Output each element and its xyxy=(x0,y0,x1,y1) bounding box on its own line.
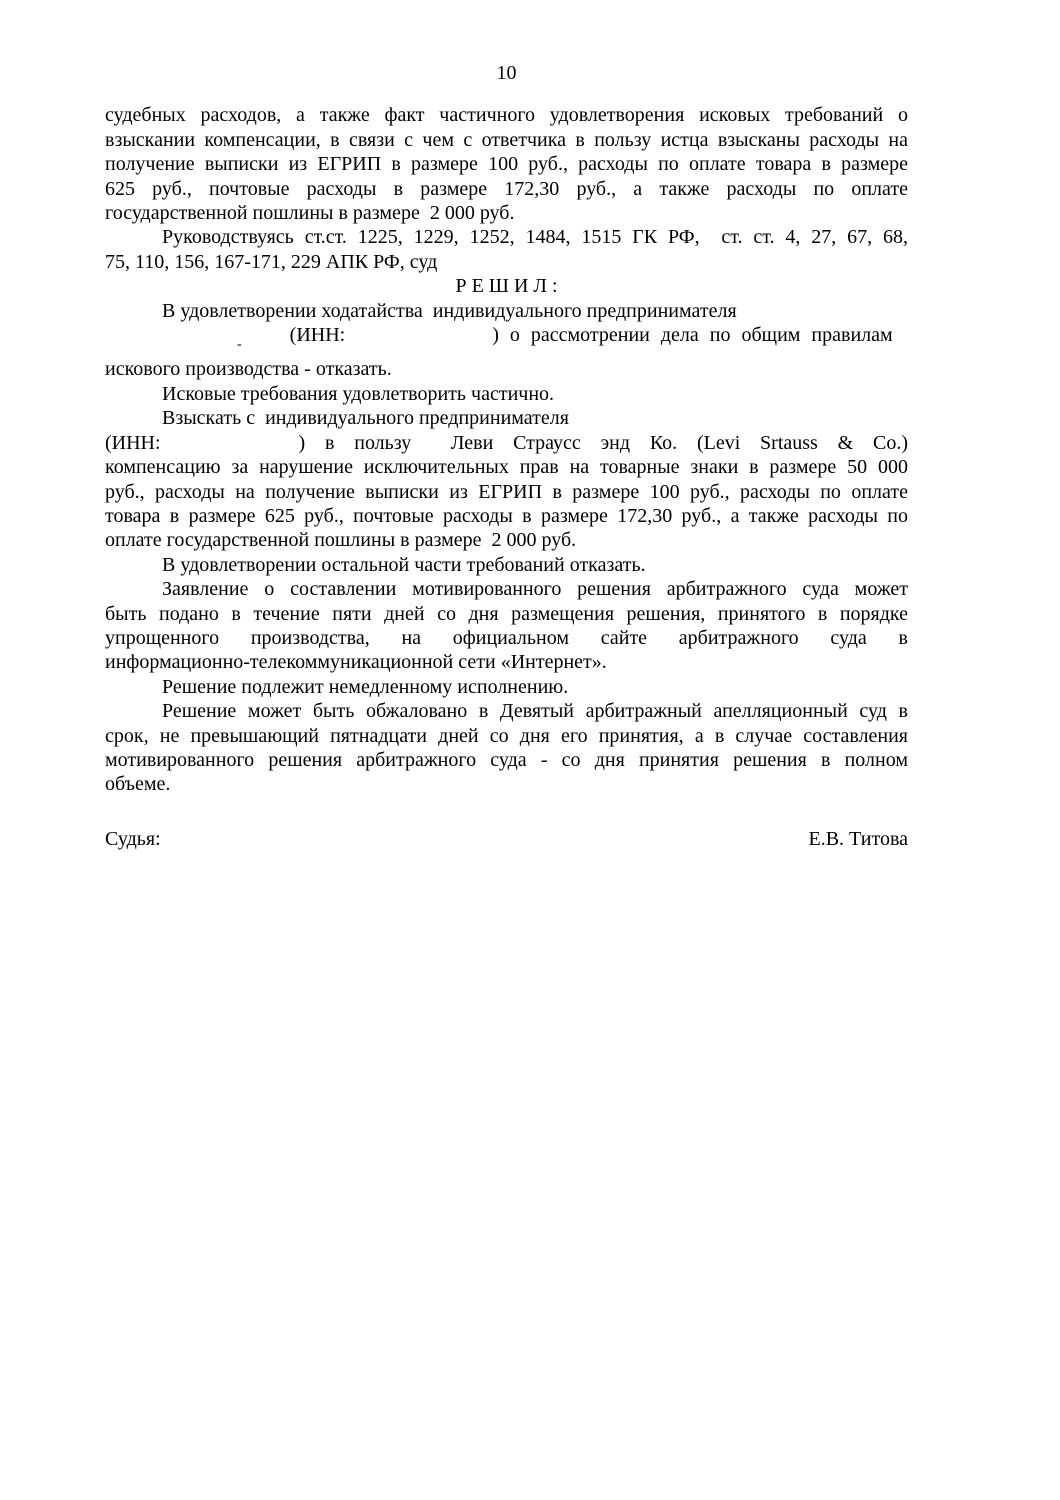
text-line: Руководствуясь ст.ст. 1225, 1229, 1252, 1484, 1515 ГК РФ, ст. ст. 4, 27, 67, 68, xyxy=(162,226,908,249)
text-line: государственной пошлины в размере 2 000 руб. xyxy=(105,202,515,225)
text-line: взыскании компенсации, в связи с чем с ответчика в пользу истца взысканы расходы на xyxy=(105,128,908,151)
text-line: Заявление о составлении мотивированного решения арбитражного суда может xyxy=(162,578,908,601)
paragraph-costs xyxy=(105,103,908,225)
inn-line xyxy=(105,323,908,357)
text-line: искового производства - отказать. xyxy=(105,358,392,381)
text-line: 75, 110, 156, 167-171, 229 АПК РФ, суд xyxy=(105,250,438,273)
text-line: объеме. xyxy=(105,773,171,796)
text-line: быть подано в течение пяти дней со дня размещения решения, принятого в порядке xyxy=(105,602,908,625)
paragraph-motivated-decision xyxy=(105,577,908,675)
paragraph-appeal xyxy=(105,699,908,797)
judge-name: Е.В. Титова xyxy=(808,827,908,850)
text-line: Решение может быть обжаловано в Девятый арбитражный апелляционный суд в xyxy=(162,700,908,723)
text-line: компенсацию за нарушение исключительных прав на товарные знаки в размере 50 000 xyxy=(105,456,908,479)
judge-label: Судья: xyxy=(105,827,161,850)
inn-label: (ИНН: xyxy=(289,324,346,347)
paragraph-claims-partially-granted: Исковые требования удовлетворить частично. xyxy=(162,382,555,405)
decision-heading: Р Е Ш И Л : xyxy=(455,275,558,298)
text-segment: ) о рассмотрении дела по общим правилам xyxy=(492,324,893,347)
text-line: упрощенного производства, на официальном сайте арбитражного суда в xyxy=(105,626,908,649)
text-line: Взыскать с индивидуального предпринимателя xyxy=(162,407,569,430)
redaction-blank xyxy=(242,340,290,341)
paragraph-rest-denied: В удовлетворении остальной части требований отказать. xyxy=(162,553,646,576)
text-line: судебных расходов, а также факт частичного удовлетворения исковых требований о xyxy=(105,104,908,127)
paragraph-motion-denied xyxy=(105,299,908,382)
signature-block xyxy=(105,827,908,851)
text-line: мотивированного решения арбитражного суда - со дня принятия решения в полном xyxy=(105,748,908,771)
text-line: информационно-телекоммуникационной сети «Интернет». xyxy=(105,651,607,674)
paragraph-immediate-execution: Решение подлежит немедленному исполнению. xyxy=(162,675,569,698)
text-line: 625 руб., почтовые расходы в размере 172,30 руб., а также расходы по оплате xyxy=(105,177,908,200)
text-line: руб., расходы на получение выписки из ЕГРИП в размере 100 руб., расходы по оплате xyxy=(105,480,908,503)
paragraph-recovery xyxy=(105,406,908,552)
inn-label: (ИНН: xyxy=(105,431,161,454)
redaction-blank xyxy=(161,448,299,449)
text-segment: ) в пользу Леви Страусс энд Ко. (Levi Srtauss & Co.) xyxy=(298,431,908,454)
paragraph-legal-grounds xyxy=(105,225,908,274)
text-line: В удовлетворении ходатайства индивидуального предпринимателя xyxy=(162,299,737,322)
redaction-blank xyxy=(345,340,492,341)
page-number: 10 xyxy=(496,62,517,84)
redaction-blank xyxy=(105,340,237,341)
text-line: товара в размере 625 руб., почтовые расходы в размере 172,30 руб., а также расходы по xyxy=(105,504,908,527)
text-line: срок, не превышающий пятнадцати дней со дня его принятия, а в случае составления xyxy=(105,724,908,747)
text-line: получение выписки из ЕГРИП в размере 100 руб., расходы по оплате товара в размере xyxy=(105,153,908,176)
redaction-mark: - xyxy=(237,337,242,353)
inn-line xyxy=(105,431,908,455)
text-line: оплате государственной пошлины в размере 2 000 руб. xyxy=(105,529,577,552)
